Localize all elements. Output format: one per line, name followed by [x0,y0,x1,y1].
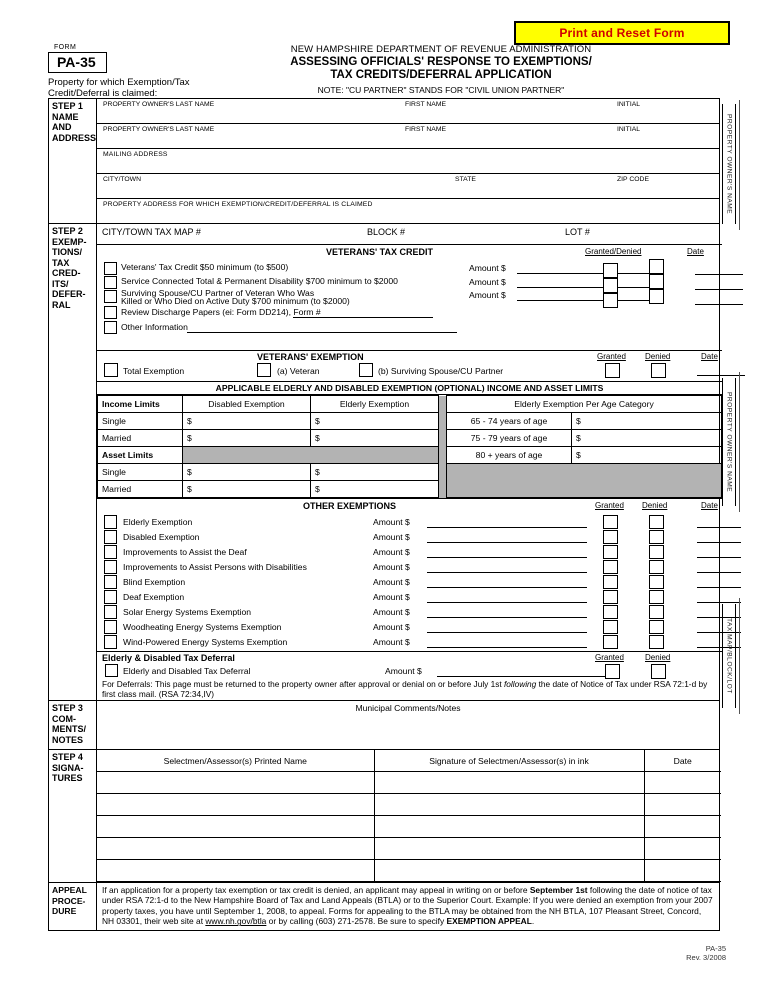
table-row [98,396,722,413]
form-header [48,44,720,98]
step1-fields [97,99,719,223]
step2-row [49,224,719,701]
age-row-3-input[interactable]: $ [572,447,722,464]
income-single-disabled-input[interactable]: $ [183,413,311,430]
side-tab-property-owner-name-1 [722,104,736,224]
other-exemption-amount-line[interactable] [427,617,587,618]
other-exemption-label: Elderly Exemption [123,517,193,527]
owner2-initial-label: INITIAL [617,126,641,133]
other-exemption-label: Improvements to Assist the Deaf [123,547,247,557]
side-tab-label: TAX MAP/BLOCK/LOT [725,618,733,694]
other-exemption-amount-label: Amount $ [373,637,410,647]
surviving-spouse-option-checkbox[interactable] [359,363,373,377]
property-claim-line: Property for which Exemption/Tax Credit/Deferral is claimed: [48,77,190,99]
income-married-elderly-input[interactable]: $ [311,430,439,447]
other-exemption-checkbox[interactable] [104,575,117,589]
other-exemption-amount-label: Amount $ [373,532,410,542]
vtc-amount-label-3: Amount $ [469,290,506,300]
other-exemption-row [97,515,722,530]
municipal-comments-heading: Municipal Comments/Notes [355,703,461,713]
deferral-amount-label: Amount $ [385,666,422,676]
side-tab-label: PROPERTY OWNER'S NAME [725,113,733,215]
vtc-date-header: Date [687,247,704,256]
side-tab-property-owner-name-2 [722,378,736,506]
state-label: STATE [455,176,476,183]
vex-date-line[interactable] [697,375,745,376]
signature-column-header: Selectmen/Assessor(s) Printed Name [97,750,374,772]
other-exemption-amount-label: Amount $ [373,517,410,527]
limits-gap-cell [439,413,447,430]
other-exemption-amount-label: Amount $ [373,592,410,602]
vtc-granted-checkbox-1[interactable] [603,263,618,278]
age-row-2-input[interactable]: $ [572,430,722,447]
other-exemption-granted-checkbox[interactable] [603,515,618,529]
other-exemption-granted-checkbox[interactable] [603,560,618,574]
lot-label: LOT # [565,227,590,237]
income-single-elderly-input[interactable]: $ [311,413,439,430]
other-exemption-granted-checkbox[interactable] [603,635,618,649]
table-header-row [97,750,721,772]
other-date-header: Date [701,501,718,510]
other-exemption-checkbox[interactable] [104,530,117,544]
other-exemption-checkbox[interactable] [104,635,117,649]
signature-column-header: Signature of Selectmen/Assessor(s) in ink [374,750,644,772]
other-exemption-checkbox[interactable] [104,590,117,604]
total-exemption-checkbox[interactable] [104,363,118,377]
other-granted-header: Granted [595,501,624,510]
other-exemption-row [97,635,722,650]
vtc-checkbox-1[interactable] [104,262,117,275]
other-exemption-amount-line[interactable] [427,587,587,588]
deferral-granted-checkbox[interactable] [605,664,620,679]
other-exemption-checkbox[interactable] [104,605,117,619]
signature-input-cell[interactable] [97,816,374,838]
other-exemption-date-line[interactable] [697,587,741,588]
other-exemption-amount-line[interactable] [427,542,587,543]
per-age-category-header: Elderly Exemption Per Age Category [447,396,722,413]
signature-table-area [97,750,721,882]
signature-input-cell[interactable] [374,838,644,860]
owner2-first-name-label: FIRST NAME [405,126,447,133]
table-row [97,794,721,816]
deferral-amount-line[interactable] [437,676,607,677]
step4-row [49,750,719,883]
vtc-checkbox-2[interactable] [104,276,117,289]
asset-married-label: Married [98,481,183,498]
vtc-amount-line-1[interactable] [517,273,655,274]
deferral-note-pre: For Deferrals: This page must be returned to the property owner after approval or denial on or before July 1st [102,679,504,689]
vex-denied-header: Denied [645,352,671,361]
elderly-disabled-banner: APPLICABLE ELDERLY AND DISABLED EXEMPTION (OPTIONAL) INCOME AND ASSET LIMITS [97,382,722,395]
vex-date-header: Date [701,352,718,361]
other-exemption-amount-label: Amount $ [373,547,410,557]
deferral-denied-checkbox[interactable] [651,664,666,679]
disabled-exemption-header: Disabled Exemption [183,396,311,413]
other-exemption-checkbox[interactable] [104,620,117,634]
vtc-item-5-label: Other Information [121,322,188,332]
other-exemption-label: Blind Exemption [123,577,186,587]
income-asset-limits-table [97,395,722,498]
signature-input-cell[interactable] [97,772,374,794]
deferral-checkbox-label: Elderly and Disabled Tax Deferral [123,666,251,676]
form-number-box: PA-35 [48,52,107,73]
asset-single-disabled-input[interactable]: $ [183,464,311,481]
appeal-text-3: or by calling (603) 271-2578. Be sure to specify [266,916,447,927]
appeal-text-4: . [531,916,535,927]
form-title-line2: TAX CREDITS/DEFERRAL APPLICATION [330,69,552,81]
other-exemption-checkbox[interactable] [104,515,117,529]
other-exemption-label: Disabled Exemption [123,532,200,542]
other-exemption-amount-label: Amount $ [373,562,410,572]
other-exemption-row [97,560,722,575]
vex-granted-checkbox[interactable] [605,363,620,378]
appeal-text-2: following the date of notice of tax under RSA 72:1-d to the New Hampshire Board of Tax and Land Appeals (BTLA) or to the Superior Court. Example: If you were denied an exemption from your 2007 property taxes, you have until September 1, 2008, to appeal. Forms for appealing to the BTLA may be obtained from the NH BTLA, 107 Pleasant Street, Concord, NH 03301, their web site at [102,885,713,927]
other-exemption-granted-checkbox[interactable] [603,530,618,544]
owner1-first-name-label: FIRST NAME [405,101,447,108]
deferral-granted-header: Granted [595,653,624,662]
header-center-block [216,44,666,95]
step2-fields [97,224,722,700]
vtc-checkbox-3[interactable] [104,290,117,303]
other-exemption-row [97,545,722,560]
other-exemption-amount-label: Amount $ [373,622,410,632]
city-state-zip-row[interactable] [97,174,719,199]
other-exemption-date-line[interactable] [697,527,741,528]
other-exemption-denied-checkbox[interactable] [649,575,664,589]
agency-name: NEW HAMPSHIRE DEPARTMENT OF REVENUE ADMINISTRATION [290,44,592,55]
other-exemption-amount-line[interactable] [427,557,587,558]
exemption-appeal-emphasis: EXEMPTION APPEAL [446,916,532,927]
signature-column-header: Date [644,750,721,772]
vex-granted-header: Granted [597,352,626,361]
limits-gap-cell [439,430,447,447]
btla-website-link[interactable]: www.nh.gov/btla [205,916,267,927]
step3-row [49,701,719,750]
vtc-amount-line-2[interactable] [517,287,655,288]
other-exemption-denied-checkbox[interactable] [649,530,664,544]
veterans-exemption-section [97,351,722,382]
owner-name-row-2[interactable] [97,124,719,149]
asset-limits-header: Asset Limits [98,447,183,464]
signature-input-cell[interactable] [97,860,374,882]
step4-label: STEP 4 SIGNA- TURES [49,750,97,882]
mailing-address-row[interactable] [97,149,719,174]
municipal-comments-area[interactable] [97,701,719,749]
appeal-label: APPEAL PROCE- DURE [49,883,97,930]
vtc-item-3-label-line2: Killed or Who Died on Active Duty $700 minimum (to $2000) [121,296,350,306]
vtc-granted-checkbox-2[interactable] [603,278,618,293]
other-exemptions-section [97,499,722,652]
vtc-date-line-3[interactable] [695,304,743,305]
per-age-shaded-cell [447,464,722,498]
signature-input-cell[interactable] [374,794,644,816]
other-exemption-granted-checkbox[interactable] [603,575,618,589]
signature-input-cell[interactable] [644,772,721,794]
signature-input-cell[interactable] [644,860,721,882]
other-exemption-row [97,575,722,590]
vtc-amount-line-3[interactable] [517,300,655,301]
limits-gap-cell [439,396,447,413]
other-exemption-date-line[interactable] [697,557,741,558]
step2-label: STEP 2 EXEMP- TIONS/ TAX CRED- ITS/ DEFER- RAL [49,224,97,700]
other-exemptions-title: OTHER EXEMPTIONS [303,501,397,511]
other-exemption-checkbox[interactable] [104,545,117,559]
other-exemption-denied-checkbox[interactable] [649,545,664,559]
total-exemption-label: Total Exemption [123,366,185,376]
signature-input-cell[interactable] [644,816,721,838]
other-exemption-denied-checkbox[interactable] [649,560,664,574]
veterans-tax-credit-title: VETERANS' TAX CREDIT [326,247,433,257]
age-row-2-label: 75 - 79 years of age [447,430,572,447]
other-exemption-amount-label: Amount $ [373,607,410,617]
other-exemption-row [97,590,722,605]
vtc-amount-label-1: Amount $ [469,263,506,273]
table-row [97,816,721,838]
limits-gap-cell [439,464,447,481]
elderly-exemption-header: Elderly Exemption [311,396,439,413]
limits-gap-cell [439,481,447,498]
property-address-row[interactable] [97,199,719,223]
appeal-procedure-text [97,883,719,930]
asset-married-disabled-input[interactable]: $ [183,481,311,498]
table-row [98,464,722,481]
tax-map-label: CITY/TOWN TAX MAP # [102,227,201,237]
limits-gap-cell [439,447,447,464]
other-exemption-amount-line[interactable] [427,602,587,603]
vtc-granted-checkbox-3[interactable] [603,293,618,308]
table-row [97,772,721,794]
other-exemption-denied-checkbox[interactable] [649,620,664,634]
income-limits-header: Income Limits [98,396,183,413]
tax-map-row[interactable] [97,224,722,245]
other-exemption-row [97,530,722,545]
other-exemption-denied-checkbox[interactable] [649,515,664,529]
appeal-text-1: If an application for a property tax exemption or tax credit is denied, an applicant may appeal in writing on or before [102,885,530,895]
income-asset-limits-section [97,395,722,499]
appeal-row [49,883,719,930]
vtc-checkbox-4[interactable] [104,306,117,319]
deferral-note-emphasis: following [504,679,537,689]
other-exemption-label: Woodheating Energy Systems Exemption [123,622,282,632]
owner1-initial-label: INITIAL [617,101,641,108]
other-exemption-label: Improvements to Assist Persons with Disabilities [123,562,307,572]
form-title-line1: ASSESSING OFFICIALS' RESPONSE TO EXEMPTIONS/ [290,56,592,68]
vtc-item-3-label: Surviving Spouse/CU Partner of Veteran Who Was [121,288,315,298]
other-exemption-granted-checkbox[interactable] [603,545,618,559]
side-tab-label: PROPERTY OWNER'S NAME [725,391,733,493]
other-exemption-date-line[interactable] [697,572,741,573]
income-married-disabled-input[interactable]: $ [183,430,311,447]
table-row [98,430,722,447]
veterans-exemption-title: VETERANS' EXEMPTION [257,352,364,362]
form-word-label: FORM [54,44,77,51]
signature-input-cell[interactable] [644,838,721,860]
vtc-denied-checkbox-2[interactable] [649,274,664,289]
other-exemption-row [97,605,722,620]
form-footer [686,944,726,962]
other-exemption-granted-checkbox[interactable] [603,605,618,619]
signature-input-cell[interactable] [97,838,374,860]
side-rule-3 [739,598,740,714]
side-rule-2 [739,372,740,512]
vtc-amount-label-2: Amount $ [469,277,506,287]
other-exemption-denied-checkbox[interactable] [649,635,664,649]
veteran-option-checkbox[interactable] [257,363,271,377]
vtc-denied-checkbox-1[interactable] [649,259,664,274]
asset-single-label: Single [98,464,183,481]
vtc-item-4-label: Review Discharge Papers (ei: Form DD214), Form # [121,307,321,317]
owner-name-row-1[interactable] [97,99,719,124]
print-and-reset-form-button[interactable] [514,21,730,45]
signature-input-cell[interactable] [374,860,644,882]
step3-label: STEP 3 COM- MENTS/ NOTES [49,701,97,749]
other-exemption-granted-checkbox[interactable] [603,620,618,634]
deferral-note [102,680,718,699]
vtc-other-info-line[interactable] [187,332,457,333]
vtc-date-line-2[interactable] [695,289,743,290]
table-row [97,838,721,860]
vtc-form-number-line[interactable] [293,317,433,318]
appeal-deadline: September 1st [529,885,588,895]
vtc-checkbox-5[interactable] [104,321,117,334]
table-row [98,413,722,430]
signature-input-cell[interactable] [97,794,374,816]
other-exemption-label: Deaf Exemption [123,592,185,602]
other-exemption-denied-checkbox[interactable] [649,605,664,619]
vtc-granted-denied-header: Granted/Denied [585,247,642,256]
deferral-section [97,652,722,700]
property-address-label: PROPERTY ADDRESS FOR WHICH EXEMPTION/CREDIT/DEFERRAL IS CLAIMED [103,201,373,208]
signature-input-cell[interactable] [374,772,644,794]
other-denied-header: Denied [642,501,668,510]
signature-input-cell[interactable] [644,794,721,816]
asset-married-elderly-input[interactable]: $ [311,481,439,498]
other-exemption-granted-checkbox[interactable] [603,590,618,604]
income-single-label: Single [98,413,183,430]
deferral-title: Elderly & Disabled Tax Deferral [102,653,235,663]
vex-denied-checkbox[interactable] [651,363,666,378]
age-row-3-label: 80 + years of age [447,447,572,464]
signature-table [97,750,721,882]
deferral-checkbox[interactable] [105,664,118,677]
cu-partner-note: NOTE: "CU PARTNER" STANDS FOR "CIVIL UNION PARTNER" [317,85,565,95]
other-exemption-amount-line[interactable] [427,572,587,573]
other-exemption-amount-line[interactable] [427,632,587,633]
other-exemption-label: Wind-Powered Energy Systems Exemption [123,637,288,647]
asset-single-elderly-input[interactable]: $ [311,464,439,481]
owner2-last-name-label: PROPERTY OWNER'S LAST NAME [103,126,215,133]
other-exemption-date-line[interactable] [697,602,741,603]
print-reset-label: Print and Reset Form [559,26,685,40]
asset-limits-shaded-cell [183,447,439,464]
city-town-label: CITY/TOWN [103,176,142,183]
surviving-spouse-option-label: (b) Surviving Spouse/CU Partner [378,366,504,376]
owner1-last-name-label: PROPERTY OWNER'S LAST NAME [103,101,215,108]
signature-input-cell[interactable] [374,816,644,838]
footer-form-number: PA-35 [705,944,726,953]
vtc-date-line-1[interactable] [695,274,743,275]
side-tab-tax-map-block-lot [722,604,736,708]
other-exemption-amount-line[interactable] [427,527,587,528]
veteran-option-label: (a) Veteran [277,366,320,376]
age-row-1-input[interactable]: $ [572,413,722,430]
veterans-tax-credit-section [97,245,722,351]
table-row [98,447,722,464]
deferral-note-post: the date of Notice of Tax under RSA 72:1-d by first class mail. (RSA 72:34,IV) [102,679,708,699]
other-exemption-amount-line[interactable] [427,647,587,648]
table-row [97,860,721,882]
age-row-1-label: 65 - 74 years of age [447,413,572,430]
footer-revision: Rev. 3/2008 [686,953,726,962]
other-exemption-checkbox[interactable] [104,560,117,574]
vtc-denied-checkbox-3[interactable] [649,289,664,304]
block-label: BLOCK # [367,227,406,237]
vtc-item-2-label: Service Connected Total & Permanent Disability $700 minimum to $2000 [121,276,398,286]
vtc-item-1-label: Veterans' Tax Credit $50 minimum (to $500) [121,262,289,272]
mailing-address-label: MAILING ADDRESS [103,151,168,158]
other-exemption-amount-label: Amount $ [373,577,410,587]
side-rule-1 [739,100,740,230]
deferral-denied-header: Denied [645,653,671,662]
step1-row [49,99,719,224]
other-exemption-label: Solar Energy Systems Exemption [123,607,252,617]
income-married-label: Married [98,430,183,447]
zip-code-label: ZIP CODE [617,176,649,183]
other-exemption-row [97,620,722,635]
other-exemption-denied-checkbox[interactable] [649,590,664,604]
other-exemption-date-line[interactable] [697,542,741,543]
form-body-frame [48,98,720,931]
step1-label: STEP 1 NAME AND ADDRESS [49,99,97,223]
